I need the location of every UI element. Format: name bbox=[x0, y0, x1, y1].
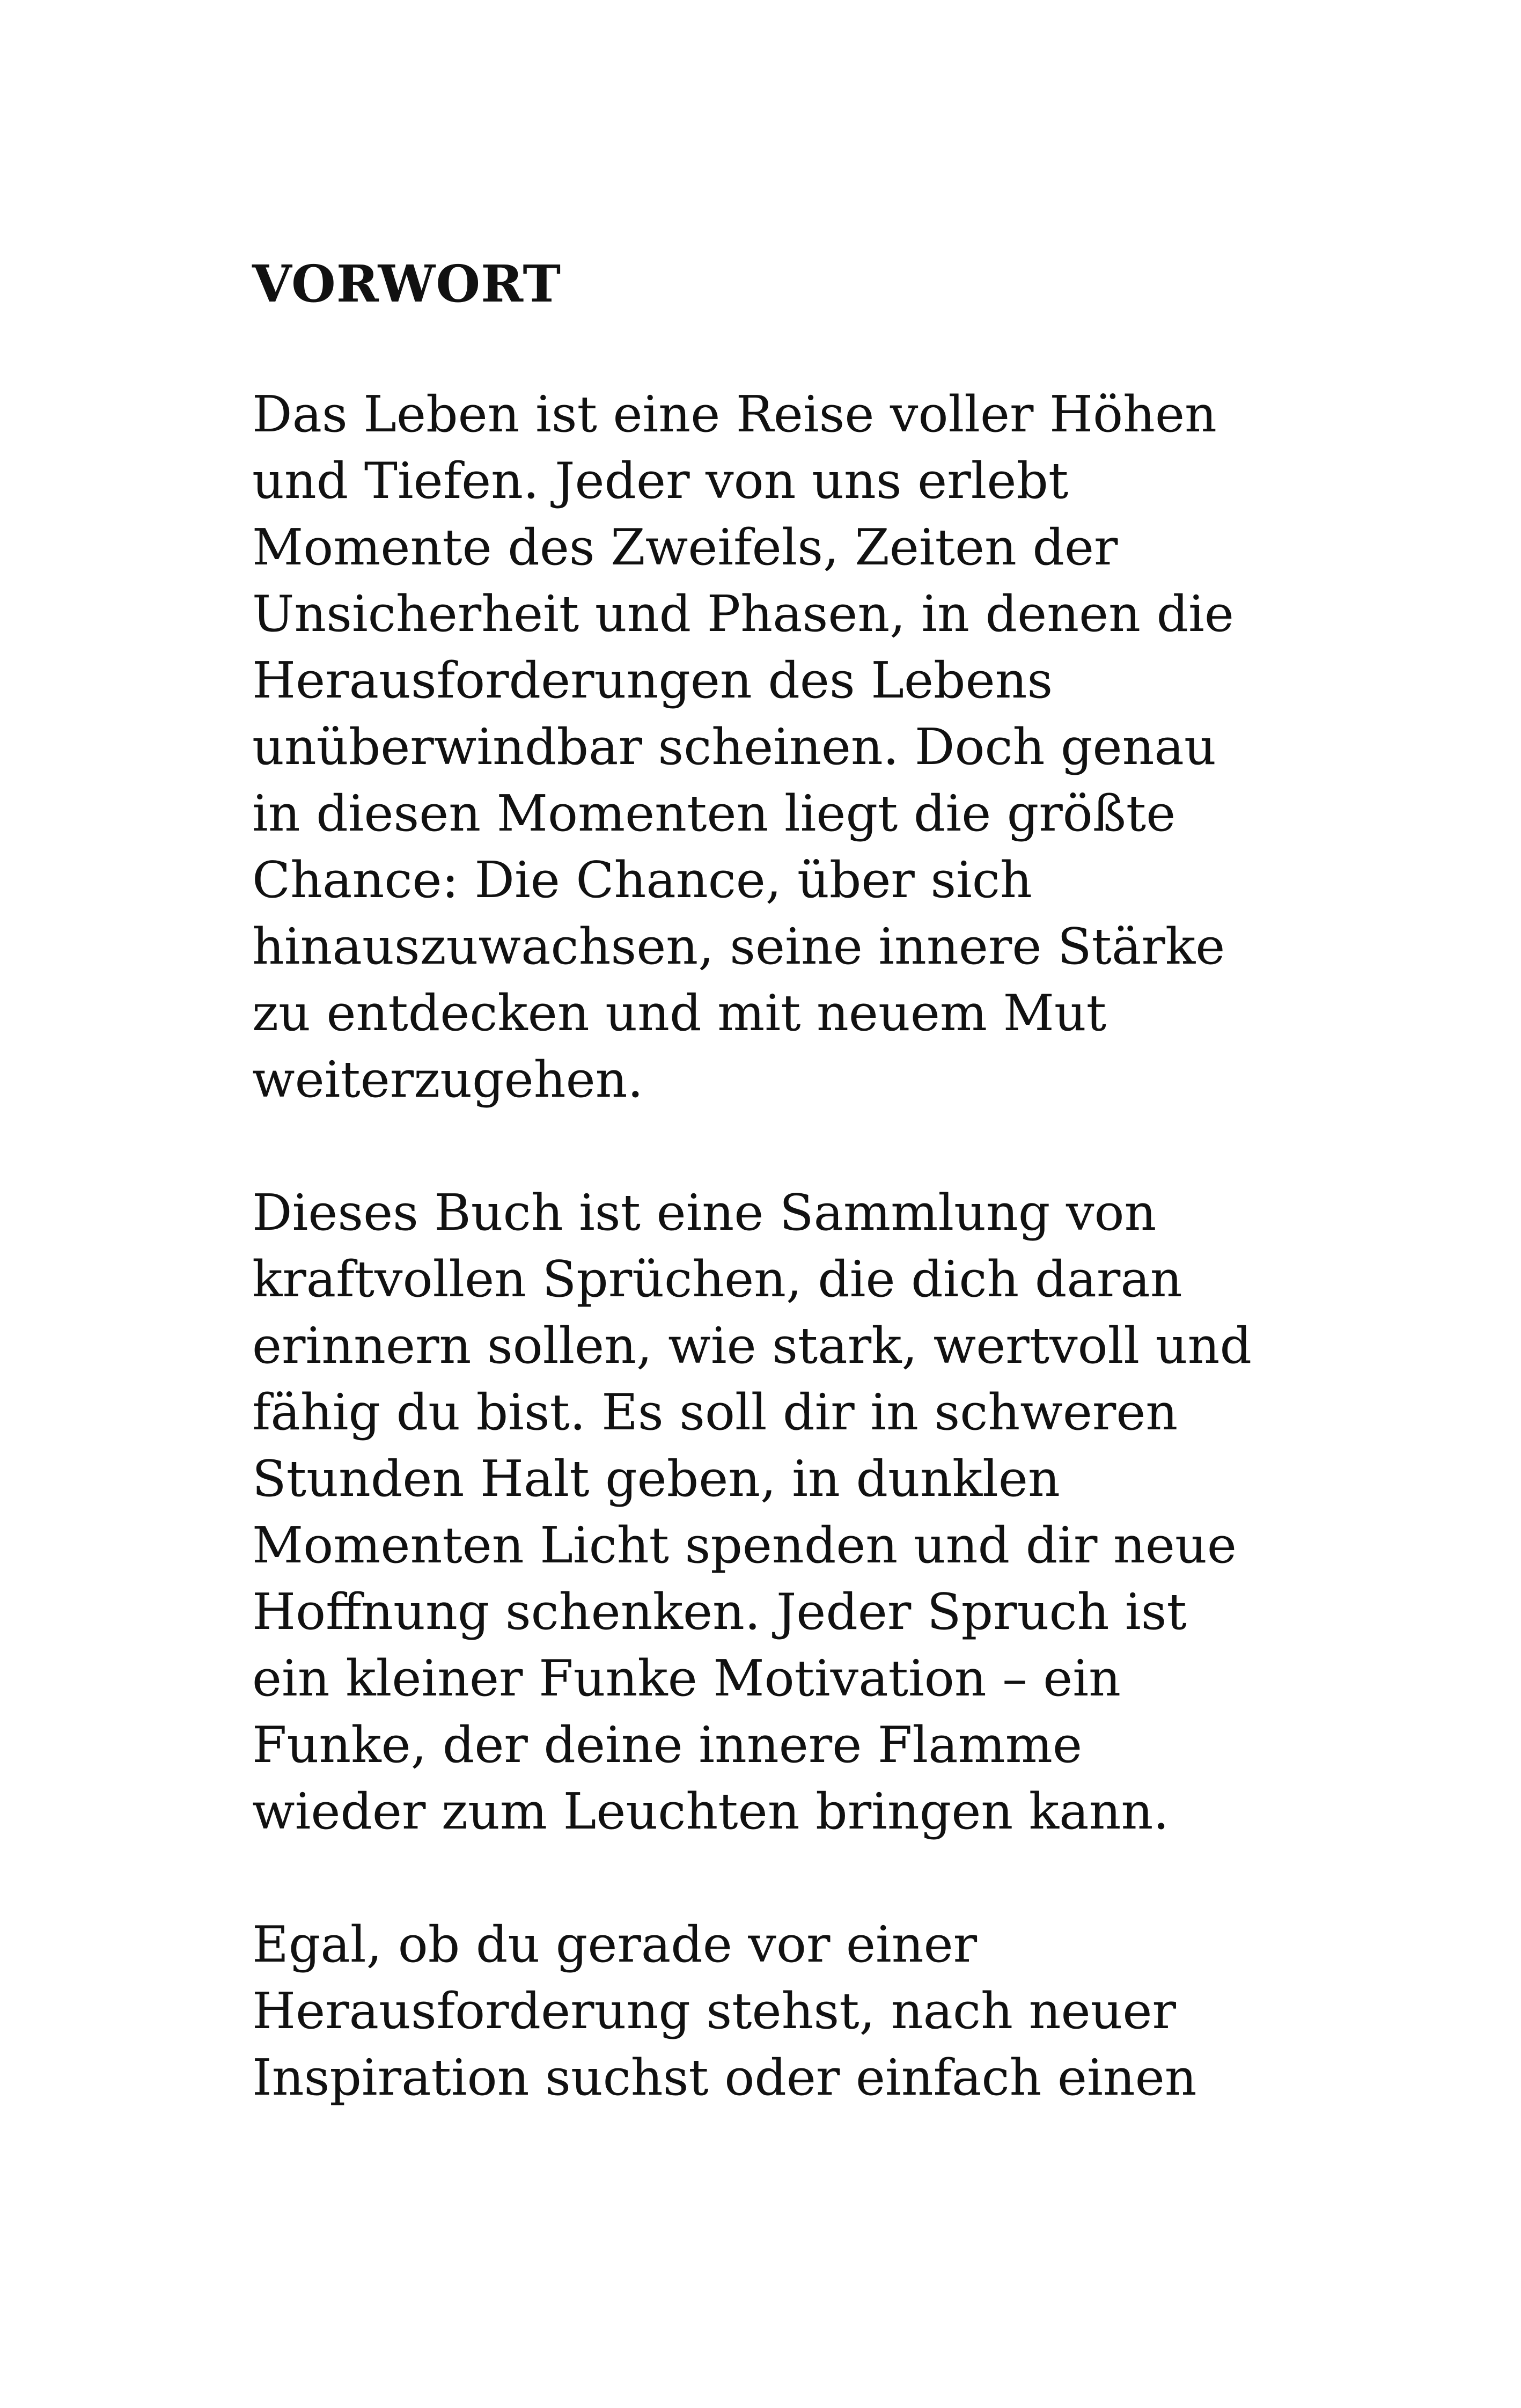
paragraph-3 bbox=[252, 1911, 1325, 2111]
text-line: Unsicherheit und Phasen, in denen die bbox=[252, 585, 1234, 643]
text-line: Herausforderungen des Lebens bbox=[252, 651, 1053, 709]
text-line: unüberwindbar scheinen. Doch genau bbox=[252, 718, 1216, 776]
spacer bbox=[252, 1845, 1325, 1911]
text-line: und Tiefen. Jeder von uns erlebt bbox=[252, 452, 1069, 510]
text-line: ein kleiner Funke Motivation – ein bbox=[252, 1649, 1121, 1707]
text-line: Funke, der deine innere Flamme bbox=[252, 1716, 1082, 1774]
text-line: Dieses Buch ist eine Sammlung von bbox=[252, 1184, 1157, 1242]
text-line: Stunden Halt geben, in dunklen bbox=[252, 1450, 1060, 1508]
paragraph-1 bbox=[252, 381, 1325, 1113]
text-line: Herausforderung stehst, nach neuer bbox=[252, 1982, 1176, 2040]
text-line: hinauszuwachsen, seine innere Stärke bbox=[252, 917, 1225, 975]
spacer bbox=[252, 1113, 1325, 1179]
spacer bbox=[252, 317, 1325, 381]
text-line: weiterzugehen. bbox=[252, 1051, 644, 1108]
text-line: Chance: Die Chance, über sich bbox=[252, 851, 1032, 909]
text-block bbox=[252, 252, 1325, 2111]
text-line: Hoffnung schenken. Jeder Spruch ist bbox=[252, 1583, 1187, 1641]
text-line: wieder zum Leuchten bringen kann. bbox=[252, 1782, 1169, 1840]
text-line: Momente des Zweifels, Zeiten der bbox=[252, 518, 1118, 576]
text-line: zu entdecken und mit neuem Mut bbox=[252, 984, 1107, 1042]
text-line: Momenten Licht spenden und dir neue bbox=[252, 1516, 1237, 1574]
text-line: in diesen Momenten liegt die größte bbox=[252, 784, 1176, 842]
paragraph-2 bbox=[252, 1179, 1325, 1845]
text-line: fähig du bist. Es soll dir in schweren bbox=[252, 1383, 1178, 1441]
text-line: Inspiration suchst oder einfach einen bbox=[252, 2049, 1197, 2106]
text-line: erinnern sollen, wie stark, wertvoll und bbox=[252, 1317, 1252, 1375]
text-line: kraftvollen Sprüchen, die dich daran bbox=[252, 1250, 1182, 1308]
page-title: VORWORT bbox=[252, 254, 562, 314]
text-line: Egal, ob du gerade vor einer bbox=[252, 1915, 978, 1973]
text-line: Das Leben ist eine Reise voller Höhen bbox=[252, 385, 1217, 443]
